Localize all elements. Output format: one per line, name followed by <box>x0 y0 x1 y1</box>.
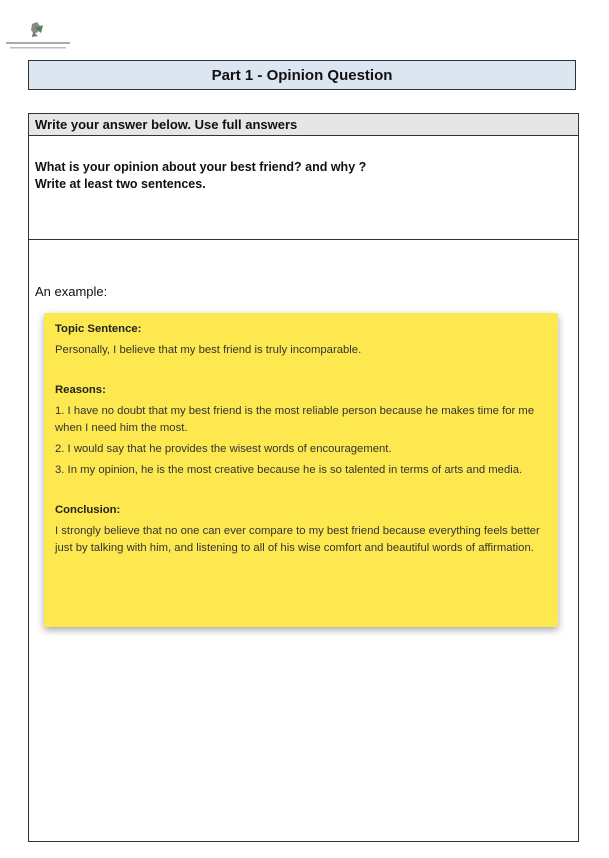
question-prompt <box>35 159 366 193</box>
ministry-logo-icon <box>4 20 74 56</box>
example-label: An example: <box>35 284 108 299</box>
reason-item: 1. I have no doubt that my best friend is the most reliable person because he makes time for me when I need him the most. <box>55 405 535 434</box>
answer-sheet <box>28 113 579 842</box>
example-note <box>44 313 558 627</box>
reason-item: 3. In my opinion, he is the most creative because he is so talented in terms of arts and media. <box>55 464 523 476</box>
instructions-heading: Write your answer below. Use full answers <box>29 114 578 136</box>
topic-sentence-heading: Topic Sentence: <box>55 323 142 335</box>
conclusion-text: I strongly believe that no one can ever compare to my best friend because everything feels better just by talking with him, and listening to all of his wise comfort and beautiful words of affirmation. <box>55 525 540 554</box>
topic-sentence-text: Personally, I believe that my best friend is truly incomparable. <box>55 344 362 356</box>
reasons-heading: Reasons: <box>55 384 106 396</box>
conclusion-heading: Conclusion: <box>55 504 121 516</box>
page-title: Part 1 - Opinion Question <box>28 60 576 90</box>
section-divider <box>29 239 578 240</box>
reason-item: 2. I would say that he provides the wisest words of encouragement. <box>55 443 392 455</box>
question-line: What is your opinion about your best friend? and why ? <box>35 160 367 174</box>
question-line: Write at least two sentences. <box>35 177 206 191</box>
